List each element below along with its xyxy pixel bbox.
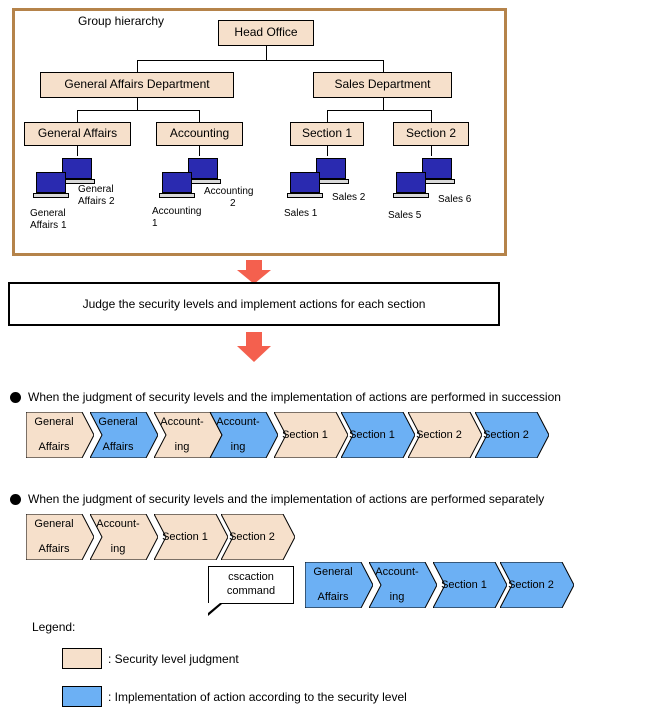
- node-accounting: Accounting: [156, 122, 243, 146]
- separate-bullet-text: When the judgment of security levels and the implementation of actions are performed separately: [28, 492, 545, 506]
- computer-group-section-2: [392, 158, 464, 198]
- legend-label-judgment: : Security level judgment: [108, 652, 239, 666]
- chevron-sep-section1-judgment: [154, 514, 228, 560]
- computer-label-line2: 1: [152, 217, 158, 229]
- judge-box-text: Judge the security levels and implement actions for each section: [82, 297, 426, 311]
- computer-label-sales-1: Sales 1: [284, 208, 318, 219]
- chevron-label-line1: Section 1: [282, 428, 328, 441]
- connector: [327, 146, 328, 156]
- down-arrow-1: [237, 260, 271, 280]
- chevron-label-line1: Section 2: [229, 530, 275, 543]
- connector: [137, 98, 138, 110]
- chevron-label-line1: General: [34, 416, 74, 429]
- chevron-label-line1: General: [98, 416, 138, 429]
- chevron-label-line1: Account-: [216, 416, 260, 429]
- connector: [383, 98, 384, 110]
- node-section-1: Section 1: [290, 122, 364, 146]
- chevron-label-line1: Section 2: [508, 578, 554, 591]
- connector: [383, 60, 384, 72]
- chevron-section2-judgment: [408, 412, 482, 458]
- chevron-label-line1: General: [313, 566, 353, 579]
- chevron-label-line1: Account-: [375, 566, 419, 579]
- chevron-label-line2: ing: [174, 441, 190, 454]
- chevron-label-line2: Affairs: [38, 543, 70, 556]
- chevron-label-line1: Section 1: [441, 578, 487, 591]
- connector: [327, 110, 431, 111]
- chevron-sep-section2-judgment: [221, 514, 295, 560]
- succession-bullet-row: [10, 390, 561, 404]
- connector: [431, 110, 432, 122]
- callout-tail-inner: [208, 603, 220, 613]
- computer-label-accounting-1: [152, 206, 201, 229]
- computer-label-general-affairs-2: [78, 184, 115, 207]
- connector: [431, 146, 432, 156]
- computer-label-line1: General: [78, 184, 114, 195]
- legend-title: Legend:: [32, 620, 76, 634]
- node-section-2: Section 2: [393, 122, 469, 146]
- callout-line2: command: [226, 584, 276, 597]
- legend-label-action: : Implementation of action according to the security level: [108, 690, 407, 704]
- chevron-ga-action: [90, 412, 158, 458]
- computer-label-general-affairs-1: [30, 208, 67, 231]
- connector: [77, 110, 78, 122]
- connector: [199, 110, 200, 122]
- connector: [137, 60, 138, 72]
- node-sales-department: Sales Department: [313, 72, 452, 98]
- chevron-label-line1: Section 2: [483, 428, 529, 441]
- connector: [77, 146, 78, 156]
- computer-label-line1: Accounting: [152, 206, 202, 217]
- group-hierarchy-title: Group hierarchy: [78, 14, 165, 28]
- succession-bullet-text: When the judgment of security levels and the implementation of actions are performed in succession: [28, 390, 561, 404]
- computer-label-line2: Affairs 1: [30, 219, 67, 231]
- chevron-section2-action: [475, 412, 549, 458]
- chevron-sep-accounting-judgment: [90, 514, 158, 560]
- chevron-label-line2: ing: [230, 441, 246, 454]
- chevron-label-line2: Affairs: [317, 591, 349, 604]
- chevron-sep-section2-action: [500, 562, 574, 608]
- chevron-label-line1: Section 1: [349, 428, 395, 441]
- computer-label-sales-2: Sales 2: [332, 192, 366, 203]
- legend-swatch-judgment: [62, 648, 102, 669]
- node-general-affairs-department: General Affairs Department: [40, 72, 234, 98]
- chevron-sep-section1-action: [433, 562, 507, 608]
- node-general-affairs: General Affairs: [24, 122, 131, 146]
- chevron-label-line1: Section 1: [162, 530, 208, 543]
- chevron-label-line2: ing: [110, 543, 126, 556]
- chevron-label-line2: ing: [389, 591, 405, 604]
- connector: [266, 46, 267, 60]
- connector: [199, 146, 200, 156]
- cscaction-command-callout: [208, 566, 294, 604]
- computer-label-line1: Accounting: [204, 186, 254, 197]
- chevron-label-line1: Account-: [96, 518, 140, 531]
- computer-label-sales-6: Sales 6: [438, 194, 472, 205]
- chevron-label-line2: Affairs: [102, 441, 134, 454]
- judge-box: [8, 282, 500, 326]
- bullet-dot-icon: [10, 392, 21, 403]
- connector: [77, 110, 199, 111]
- chevron-label-line1: General: [34, 518, 74, 531]
- connector: [327, 110, 328, 122]
- chevron-ga-judgment: [26, 412, 94, 458]
- computer-label-line2: 2: [230, 197, 236, 209]
- chevron-accounting-action: [210, 412, 278, 458]
- legend-swatch-action: [62, 686, 102, 707]
- chevron-label-line1: Section 2: [416, 428, 462, 441]
- computer-label-line1: General: [30, 208, 66, 219]
- connector: [137, 60, 383, 61]
- callout-line1: cscaction: [228, 571, 274, 583]
- chevron-section1-action: [341, 412, 415, 458]
- node-head-office: Head Office: [218, 20, 314, 46]
- chevron-sep-ga-action: [305, 562, 373, 608]
- chevron-sep-accounting-action: [369, 562, 437, 608]
- computer-label-accounting-2: [204, 186, 253, 209]
- chevron-label-line2: Affairs: [38, 441, 70, 454]
- computer-label-line2: Affairs 2: [78, 195, 115, 207]
- computer-label-sales-5: Sales 5: [388, 210, 422, 221]
- chevron-section1-judgment: [274, 412, 348, 458]
- chevron-sep-ga-judgment: [26, 514, 94, 560]
- down-arrow-2: [237, 332, 271, 360]
- separate-bullet-row: [10, 492, 544, 506]
- chevron-label-line1: Account-: [160, 416, 204, 429]
- bullet-dot-icon: [10, 494, 21, 505]
